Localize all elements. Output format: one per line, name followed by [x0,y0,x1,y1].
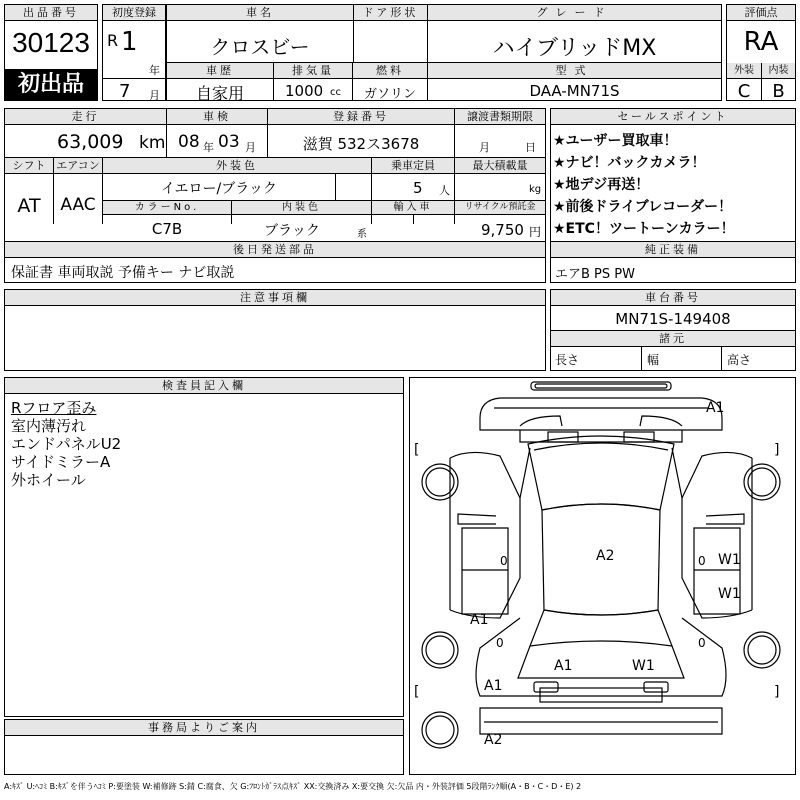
damage-mark: A2 [484,732,503,748]
damage-diagram [409,377,796,775]
inspector-line: 外ホイール [11,471,86,489]
ext-color-label: 外装色 [103,158,371,174]
damage-mark: 0 [496,636,504,650]
transfer-label: 譲渡書類期限 [455,109,545,125]
car-info-box [166,4,722,101]
damage-mark: 0 [698,636,706,650]
first-listing-badge: 初出品 [5,69,97,100]
width-label: 幅 [647,353,660,367]
bracket-right: ] [774,684,780,700]
sales-points-label: セールスポイント [551,109,795,125]
grade-value: ハイブリッドMX [492,36,657,61]
notes-label: 注意事項欄 [5,290,545,306]
damage-mark: A1 [706,400,725,416]
sales-point-item: ★地デジ再送！ [553,177,650,193]
bracket-left: [ [414,684,420,700]
score-label: 評価点 [727,5,795,21]
displacement-value: 1000 [285,82,324,100]
damage-mark: W1 [718,552,741,568]
car-name-label: 車名 [167,5,353,21]
aircon-value: AAC [60,195,96,215]
equipment-box [550,241,796,283]
sales-point-item: ★ナビ！バックカメラ！ [553,155,706,171]
damage-mark: W1 [718,586,741,602]
sales-points-box [550,108,796,242]
inspector-line: Rフロア歪み [11,399,97,417]
reg-year: 1 [121,27,138,57]
int-score-label: 内装 [762,63,795,79]
notes-box [4,289,546,371]
damage-mark: A1 [554,658,573,674]
fuel-label: 燃料 [353,63,427,79]
lot-box [4,4,98,101]
car-outline-diagram [410,378,795,774]
color-no-label: カラーNo. [103,201,231,215]
height-label: 高さ [727,353,752,367]
first-registration-label: 初度登録 [103,5,165,21]
lot-number: 30123 [12,27,90,58]
shift-value: AT [17,195,41,217]
color-no-value: C7B [151,220,183,238]
car-name: クロスビー [210,35,310,59]
inspection-year: 08 [178,132,200,152]
dims-label: 諸元 [551,331,795,347]
reg-no-label: 登録番号 [268,109,454,125]
ext-color-value: イエロー/ブラック [161,181,277,197]
chassis-label: 車台番号 [551,290,795,306]
equipment-value: エアB PS PW [555,267,635,282]
model-value: DAA-MN71S [529,82,620,100]
chassis-value: MN71S-149408 [615,310,731,328]
damage-mark: W1 [632,658,655,674]
office-label: 事務局よりご案内 [5,720,403,736]
later-parts-box [4,241,546,283]
mileage-value: 63,009 [57,131,124,153]
transfer-month-unit: 月 [479,141,490,154]
legend-text: A:ｷｽﾞ U:ﾍｺﾐ B:ｷｽﾞを伴うﾍｺﾐ P:要塗装 W:補修跡 S:錆 C:腐食、欠 G:ﾌﾛﾝﾄｶﾞﾗｽ点ｷｽﾞ XX:交換済み X:要交換 欠:欠品 内・外装評価 5段階ﾗﾝｸ順(A・B・C・D・E) 2 [4,782,582,791]
length-label: 長さ [555,353,580,367]
capacity-value: 5 [413,179,423,197]
recycle-value: 9,750 [481,221,524,239]
grade-label: グレード [428,5,721,21]
ext-score-label: 外装 [727,63,761,79]
sales-point-item: ★ETC！ツートーンカラー！ [553,221,735,237]
model-label: 型式 [428,63,721,79]
int-color-unit: 系 [357,229,367,240]
history-label: 車歴 [167,63,273,79]
mileage-label: 走行 [5,109,166,125]
fuel-value: ガソリン [363,87,416,102]
inspector-line: サイドミラーA [11,453,111,471]
bracket-left: [ [414,442,420,458]
inspection-label: 車検 [167,109,267,125]
year-unit: 年 [149,64,160,77]
displacement-label: 排気量 [274,63,352,79]
recycle-label: リサイクル預託金 [455,201,545,215]
reg-no-value: 滋賀 532ス3678 [302,135,420,153]
equipment-label: 純正装備 [551,242,795,258]
capacity-label: 乗車定員 [372,158,454,174]
score-box [726,4,796,101]
int-color-label: 内装色 [232,201,371,215]
shift-label: シフト [5,158,53,174]
capacity-unit: 人 [439,184,450,197]
recycle-unit: 円 [529,225,542,239]
door-label: ドア形状 [354,5,427,21]
damage-mark: A1 [484,678,503,694]
later-parts-value: 保証書 車両取説 予備キー ナビ取説 [11,265,235,281]
bracket-right: ] [774,442,780,458]
month-unit: 月 [149,89,160,102]
damage-mark: 0 [500,554,508,568]
damage-mark: A1 [470,612,489,628]
inspection-month: 03 [218,132,240,152]
office-box [4,719,404,775]
max-load-label: 最大積載量 [455,158,545,174]
sales-point-item: ★ユーザー買取車！ [553,133,678,149]
int-score: B [772,81,785,102]
mileage-unit: km [139,133,166,153]
ext-score: C [737,81,751,102]
displacement-unit: cc [330,87,341,98]
history-value: 自家用 [195,84,244,103]
sales-point-item: ★前後ドライブレコーダー！ [553,199,733,215]
detail-table [4,108,546,242]
inspector-line: エンドパネルU2 [11,435,122,453]
int-color-value: ブラック [264,223,320,239]
score-value: RA [743,27,779,57]
inspector-line: 室内薄汚れ [11,417,87,435]
chassis-box [550,289,796,371]
era: R [107,31,119,50]
first-registration-box [102,4,166,101]
import-label: 輸入車 [372,201,454,215]
max-load-unit: kg [529,184,542,195]
damage-mark: A2 [596,548,615,564]
later-parts-label: 後日発送部品 [5,242,545,258]
reg-month: 7 [119,81,131,102]
transfer-day-unit: 日 [525,141,536,154]
inspection-year-unit: 年 [203,141,214,154]
inspection-month-unit: 月 [245,141,256,154]
lot-label: 出品番号 [5,5,97,21]
inspector-box [4,377,404,717]
inspector-label: 検査員記入欄 [5,378,403,394]
damage-mark: 0 [698,554,706,568]
aircon-label: エアコン [54,158,102,174]
